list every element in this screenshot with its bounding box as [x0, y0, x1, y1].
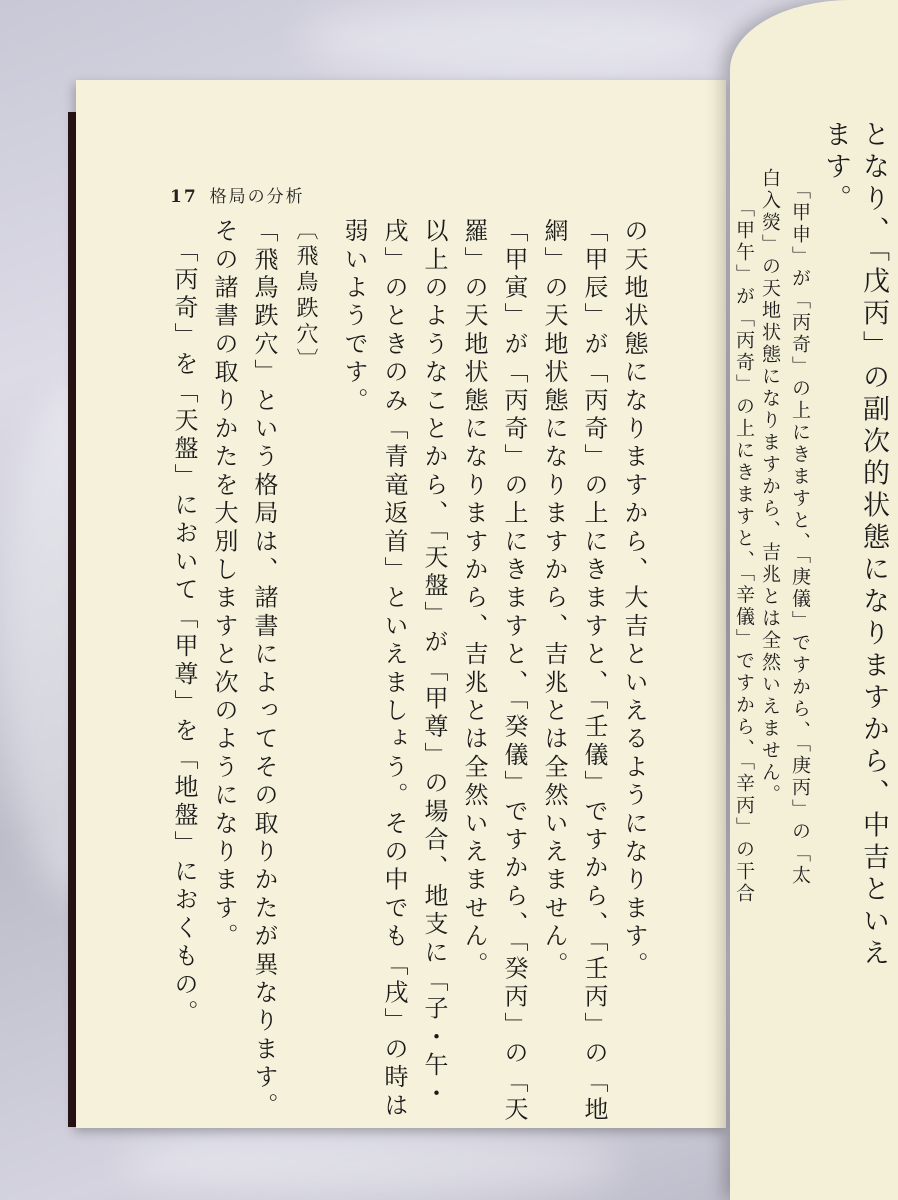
text-column: 「丙奇」を「天盤」において「甲尊」を「地盤」におくもの。 — [170, 238, 198, 1028]
text-column: 「飛鳥跌穴」という格局は、諸書によってその取りかたが異なります。 — [250, 218, 278, 1121]
text-column: 「甲午」が「丙奇」の上にきますと、「辛儀」ですから、「辛丙」の干合 — [733, 198, 755, 905]
text-column: 「甲辰」が「丙奇」の上にきますと、「壬儀」ですから、「壬丙」の「地 — [580, 218, 608, 1125]
text-column: 戌」のときのみ「青竜返首」といえましょう。その中でも「戌」の時は — [380, 218, 408, 1121]
text-column: 網」の天地状態になりますから、吉兆とは全然いえません。 — [540, 218, 568, 980]
page-number: 17 — [170, 187, 198, 207]
text-column: 弱いようです。 — [340, 218, 368, 416]
text-column: の天地状態になりますから、大吉といえるようになります。 — [620, 218, 648, 980]
text-column: 以上のようなことから、「天盤」が「甲尊」の場合、地支に「子・午・ — [420, 218, 448, 1109]
text-column: 羅」の天地状態になりますから、吉兆とは全然いえません。 — [460, 218, 488, 980]
running-head — [170, 182, 305, 207]
text-column: 白入熒」の天地状態になりますから、吉兆とは全然いえません。 — [759, 168, 781, 806]
chapter-title: 格局の分析 — [209, 187, 305, 207]
cloth-highlight — [300, 0, 720, 80]
section-heading: 〔飛鳥跌穴〕 — [293, 218, 318, 374]
text-column: 「甲申」が「丙奇」の上にきますと、「庚儀」ですから、「庚丙」の「太 — [789, 180, 811, 887]
cloth-highlight — [120, 1130, 620, 1200]
text-column: となり、「戊丙」の副次的状態になりますから、中吉といえ — [858, 120, 889, 971]
text-column: その諸書の取りかたを大別しますと次のようになります。 — [210, 218, 238, 952]
text-column: 「甲寅」が「丙奇」の上にきますと、「癸儀」ですから、「癸丙」の「天 — [500, 218, 528, 1125]
text-column: ます。 — [820, 120, 851, 216]
